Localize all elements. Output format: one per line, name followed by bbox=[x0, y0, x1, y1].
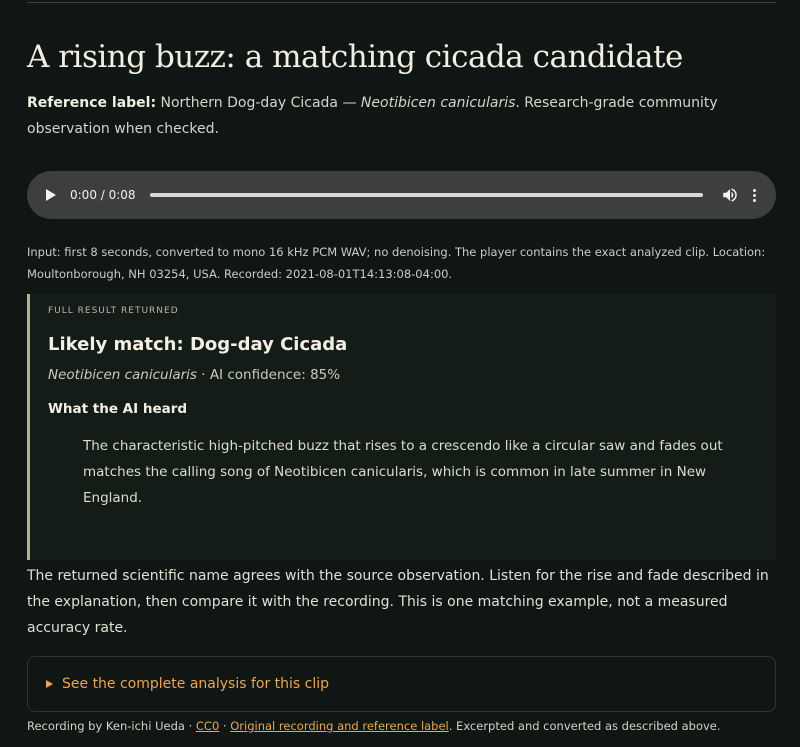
license-link[interactable]: CC0 bbox=[195, 719, 220, 733]
original-recording-link[interactable]: Original recording and reference label bbox=[230, 719, 449, 733]
heard-quote: The characteristic high-pitched buzz that rises to a crescendo like a circular saw and fades out matches the calling song of Neotibicen canicularis, which is common in late summer in New England. bbox=[83, 438, 723, 506]
input-note: Input: first 8 seconds, converted to mono 16 kHz PCM WAV; no denoising. The player contains the exact analyzed clip. Location: Moultonborough, NH 03254, USA. Recorded: 2021-08-01T14:13:08-04:00. bbox=[27, 245, 766, 281]
result-panel bbox=[27, 294, 776, 560]
page-title: A rising buzz: a matching cicada candidate bbox=[27, 39, 683, 75]
reference-common-name: Northern Dog-day Cicada bbox=[160, 95, 339, 111]
credit-line bbox=[27, 716, 776, 736]
complete-analysis-toggle[interactable] bbox=[27, 656, 776, 712]
volume-icon[interactable] bbox=[721, 186, 739, 204]
more-options-icon[interactable] bbox=[753, 189, 756, 202]
summary-text: The returned scientific name agrees with the source observation. Listen for the rise and fade described in the explanation, then compare it with the recording. This is one matching example, not a measured accuracy rate. bbox=[27, 568, 769, 636]
top-divider bbox=[27, 2, 776, 3]
play-icon[interactable] bbox=[46, 189, 56, 201]
result-scientific-name: Neotibicen canicularis bbox=[48, 367, 197, 383]
result-confidence: · AI confidence: 85% bbox=[196, 367, 341, 383]
heard-heading: What the AI heard bbox=[48, 401, 188, 417]
reference-label bbox=[27, 90, 776, 142]
result-scientific-line bbox=[48, 367, 776, 383]
page bbox=[27, 0, 776, 736]
complete-analysis-label: See the complete analysis for this clip bbox=[62, 676, 330, 692]
credit-suffix: . Excerpted and converted as described above. bbox=[448, 719, 721, 733]
reference-dash: — bbox=[338, 95, 361, 111]
audio-player[interactable] bbox=[27, 171, 776, 219]
reference-label-heading: Reference label: bbox=[27, 95, 157, 111]
reference-scientific-name: Neotibicen canicularis bbox=[360, 95, 516, 111]
result-kicker: FULL RESULT RETURNED bbox=[48, 306, 179, 316]
result-match: Likely match: Dog-day Cicada bbox=[48, 334, 348, 355]
player-time: 0:00 / 0:08 bbox=[70, 188, 136, 202]
player-progress-bar[interactable] bbox=[150, 193, 703, 197]
reference-note: . Research-grade community observation when checked. bbox=[27, 95, 718, 137]
disclosure-triangle-icon bbox=[46, 680, 53, 688]
credit-prefix: Recording by Ken-ichi Ueda · bbox=[27, 719, 196, 733]
credit-sep: · bbox=[219, 719, 231, 733]
